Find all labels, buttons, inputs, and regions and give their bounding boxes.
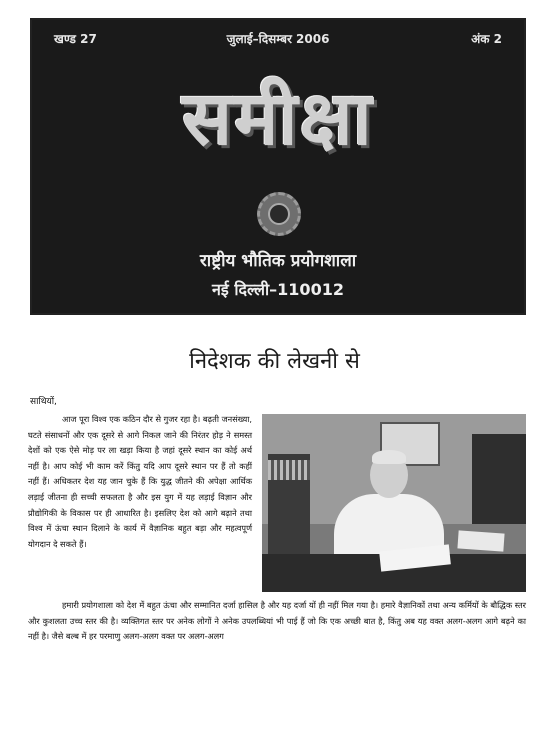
cover-banner — [30, 18, 526, 315]
masthead-title: समीक्षा — [182, 76, 374, 162]
paragraph-2: हमारी प्रयोगशाला को देश में बहुत ऊंचा और सम्मानित दर्जा हासिल है और यह दर्जा यों ही नहीं मिल गया है। हमारे वैज्ञानिकों तथा अन्य कर्मियों के बौद्धिक स्तर और कुशलता उच्च स्तर की है। व्यक्तिगत स्तर पर अनेक लोगों ने अनेक उपलब्धियां भी पाई हैं जो कि एक अच्छी बात है, किंतु अब यह वक्त अलग-अलग आगे बढ़ने का नहीं है। जैसे बल्ब में हर परमाणु अलग-अलग वक्त पर अलग-अलग — [28, 600, 526, 642]
article-heading: निदेशक की लेखनी से — [189, 349, 360, 374]
volume-number: खण्ड 27 — [54, 32, 97, 46]
issue-period: जुलाई–दिसम्बर 2006 — [226, 32, 330, 46]
organization-name: राष्ट्रीय भौतिक प्रयोगशाला — [199, 251, 357, 271]
paragraph-1: आज पूरा विश्व एक कठिन दौर से गुजर रहा है। बढ़ती जनसंख्या, घटते संसाधनों और एक दूसरे से आगे निकल जाने की निरंतर होड़ ने समस्त देशों को एक ऐसे मोड़ पर ला खड़ा किया है जहां दूसरे स्थान का कोई अर्थ नहीं है। आप कोई भी काम करें किंतु यदि आप दूसरे स्थान पर हैं तो कहीं नहीं हैं। अधिकतर देश यह जान चुके हैं कि युद्ध जीतने की अपेक्षा आर्थिक लड़ाई जीतना ही सच्ची सफलता है और इस युग में यह लड़ाई विज्ञान और प्रौद्योगिकी के विकास पर ही आधारित है। इसलिए देश को आगे बढ़ाने तथा विश्व में ऊंचा स्थान दिलाने के कार्य में वैज्ञानिक बहुत बड़ा और महत्वपूर्ण योगदान दे सकते हैं। — [28, 414, 252, 549]
npl-logo-icon — [257, 192, 301, 236]
organization-address: नई दिल्ली–110012 — [212, 280, 344, 299]
director-photo — [262, 414, 526, 592]
salutation: साथियों, — [30, 397, 57, 407]
issue-number: अंक 2 — [471, 32, 502, 46]
